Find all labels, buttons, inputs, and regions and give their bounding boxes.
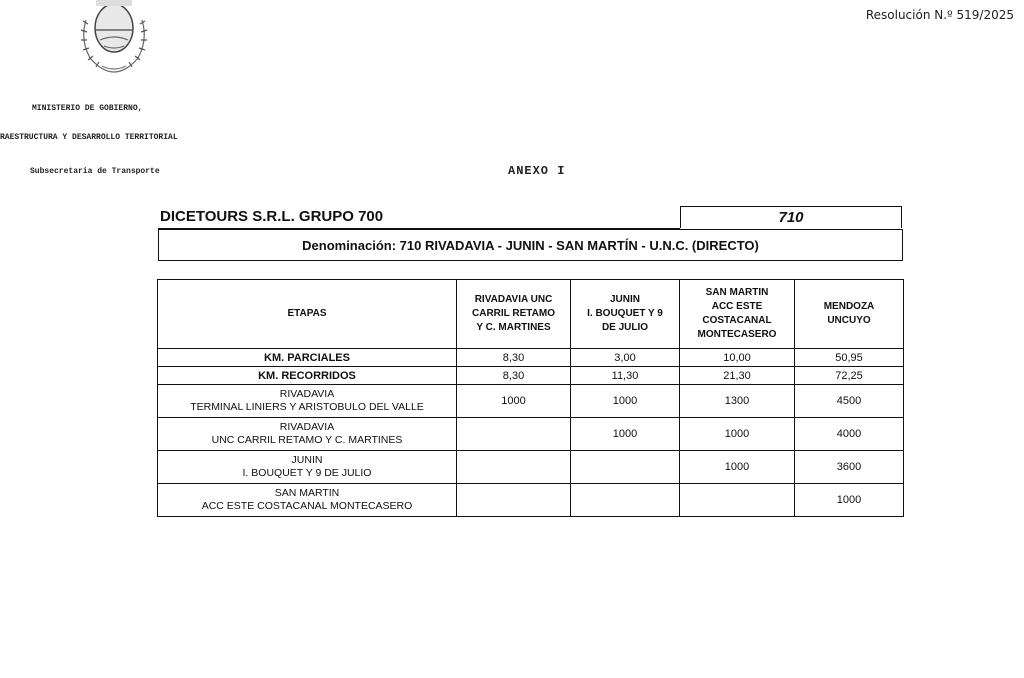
stage-location: TERMINAL LINIERS Y ARISTOBULO DEL VALLE [190, 401, 424, 413]
header-line: UNCUYO [827, 315, 871, 326]
header-line: Y C. MARTINES [476, 322, 551, 333]
table-cell: 1000 [680, 418, 795, 451]
table-row [158, 484, 904, 517]
annex-title: ANEXO I [508, 164, 566, 178]
stage-name: RIVADAVIA [279, 421, 335, 433]
table-cell [571, 451, 680, 484]
table-cell [457, 451, 571, 484]
table-cell: 10,00 [680, 349, 795, 367]
ministry-title: MINISTERIO DE GOBIERNO, [32, 104, 143, 113]
table-header-row [158, 280, 904, 349]
table-cell: 1300 [680, 385, 795, 418]
header-etapas: ETAPAS [158, 280, 457, 349]
table-cell: 72,25 [795, 367, 904, 385]
infrastructure-title: RAESTRUCTURA Y DESARROLLO TERRITORIAL [0, 133, 178, 142]
header-line: CARRIL RETAMO [472, 308, 555, 319]
table-cell: 4000 [795, 418, 904, 451]
km-parciales-row [158, 349, 904, 367]
header-line: RIVADAVIA UNC [474, 294, 553, 305]
table-cell: 1000 [795, 484, 904, 517]
table-row [158, 418, 904, 451]
coat-of-arms-seal [74, 0, 154, 74]
table-cell: 1000 [680, 451, 795, 484]
header-line: DE JULIO [601, 322, 649, 333]
table-cell: 1000 [457, 385, 571, 418]
header-line: MONTECASERO [697, 329, 777, 340]
table-cell: 3600 [795, 451, 904, 484]
table-cell [457, 484, 571, 517]
table-cell: 1000 [571, 418, 680, 451]
table-cell [457, 418, 571, 451]
stage-location: I. BOUQUET Y 9 DE JULIO [242, 467, 372, 479]
fare-table [157, 279, 904, 517]
table-row [158, 385, 904, 418]
table-cell: 3,00 [571, 349, 680, 367]
table-cell: 4500 [795, 385, 904, 418]
header-san-martin [680, 280, 795, 349]
stage-cell [158, 451, 457, 484]
km-recorridos-row [158, 367, 904, 385]
subsecretaria-title: Subsecretaria de Transporte [30, 167, 160, 176]
header-line: SAN MARTIN [705, 287, 769, 298]
header-line: JUNIN [609, 294, 640, 305]
header-line: ACC ESTE [711, 301, 763, 312]
resolution-number: Resolución N.º 519/2025 [865, 8, 1014, 22]
stage-location: UNC CARRIL RETAMO Y C. MARTINES [211, 434, 403, 446]
header-line: COSTACANAL [702, 315, 772, 326]
company-name: DICETOURS S.R.L. GRUPO 700 [158, 206, 680, 229]
header-rivadavia-unc [457, 280, 571, 349]
table-cell: 11,30 [571, 367, 680, 385]
table-cell: 1000 [571, 385, 680, 418]
km-recorridos-label: KM. RECORRIDOS [158, 367, 457, 385]
company-header-box [158, 206, 903, 264]
km-parciales-label: KM. PARCIALES [158, 349, 457, 367]
route-denomination: Denominación: 710 RIVADAVIA - JUNIN - SAN MARTÍN - U.N.C. (DIRECTO) [158, 229, 903, 261]
header-line: I. BOUQUET Y 9 [587, 308, 663, 319]
header-line: MENDOZA [823, 301, 875, 312]
stage-name: SAN MARTIN [274, 487, 340, 499]
table-cell [571, 484, 680, 517]
stage-cell [158, 418, 457, 451]
stage-location: ACC ESTE COSTACANAL MONTECASERO [201, 500, 413, 512]
stage-name: JUNIN [291, 454, 323, 466]
line-number: 710 [680, 206, 902, 228]
table-cell: 21,30 [680, 367, 795, 385]
stage-name: RIVADAVIA [279, 388, 335, 400]
table-cell: 8,30 [457, 349, 571, 367]
stage-cell [158, 484, 457, 517]
header-mendoza-uncuyo [795, 280, 904, 349]
table-cell: 50,95 [795, 349, 904, 367]
table-cell [680, 484, 795, 517]
table-cell: 8,30 [457, 367, 571, 385]
stage-cell [158, 385, 457, 418]
header-junin [571, 280, 680, 349]
table-row [158, 451, 904, 484]
